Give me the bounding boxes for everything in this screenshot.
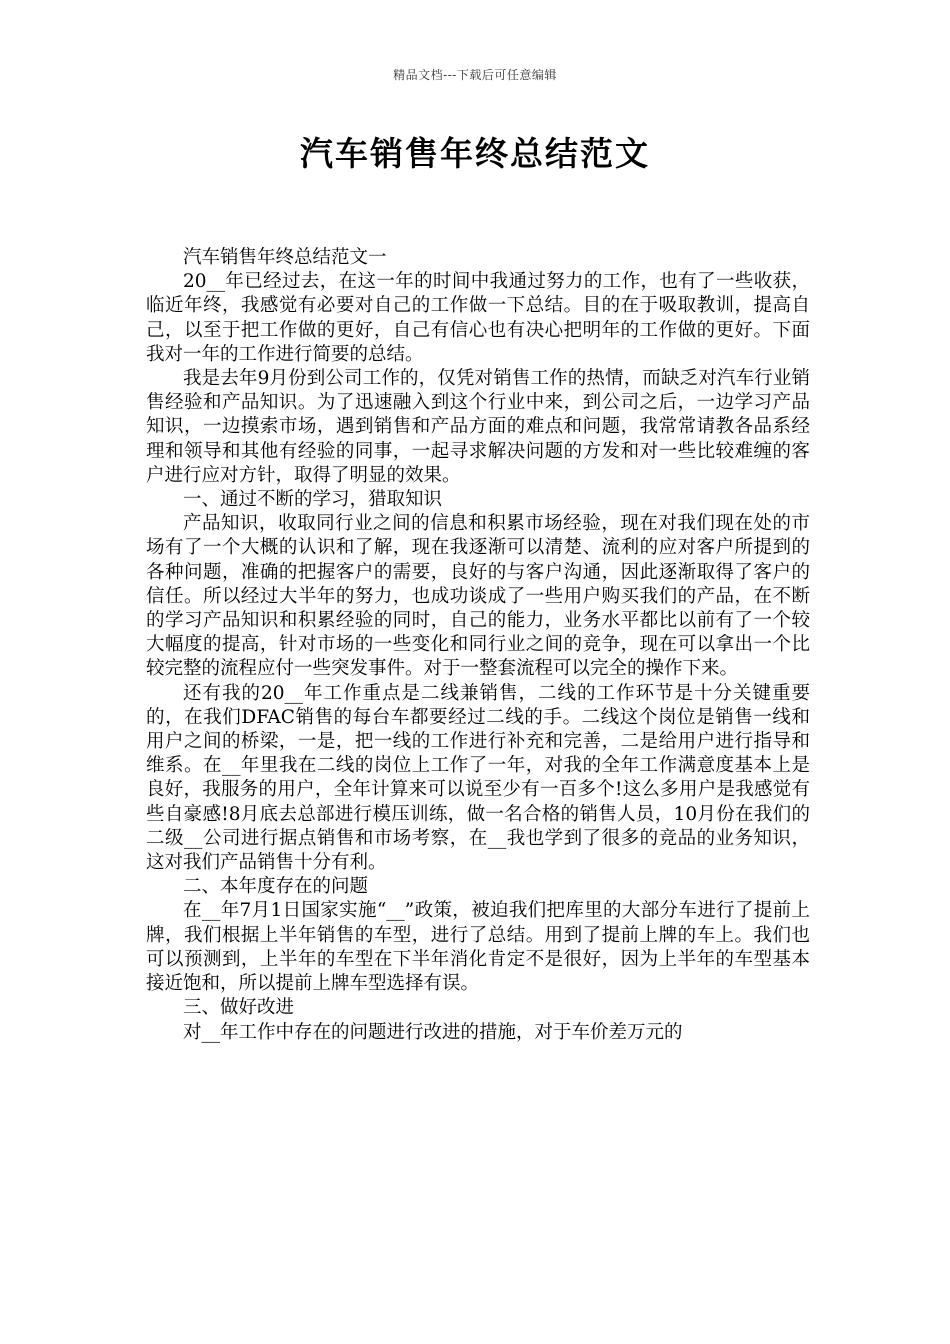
section-heading: 一、通过不断的学习，猎取知识 [183, 489, 443, 511]
body-paragraph: 产品知识，收取同行业之间的信息和积累市场经验，现在对我们现在处的市场有了一个大概的认识和了解，现在我逐渐可以清楚、流利的应对客户所提到的各种问题，准确的把握客户的需要，良好的与客户沟通，因此逐渐取得了客户的信任。所以经过大半年的努力，也成功谈成了一些用户购买我们的产品，在不断的学习产品知识和积累经验的同时，自己的能力，业务水平都比以前有了一个较大幅度的提高，针对市场的一些变化和同行业之间的竞争，现在可以拿出一个比较完整的流程应付一些突发事件。对于一整套流程可以完全的操作下来。 [146, 513, 810, 680]
subtitle-paragraph: 汽车销售年终总结范文一 [183, 247, 387, 268]
body-paragraph: 20__年已经过去，在这一年的时间中我通过努力的工作，也有了一些收获，临近年终，我感觉有必要对自己的工作做一下总结。目的在于吸取教训，提高自己，以至于把工作做的更好，自己有信心也有决心把明年的工作做的更好。下面我对一年的工作进行简要的总结。 [146, 271, 810, 365]
body-paragraph: 对__年工作中存在的问题进行改进的措施，对于车价差万元的 [183, 1021, 683, 1043]
body-paragraph: 还有我的20__年工作重点是二线兼销售，二线的工作环节是十分关键重要的，在我们DFAC销售的每台车都要经过二线的手。二线这个岗位是销售一线和用户之间的桥梁，一是，把一线的工作进行补充和完善，二是给用户进行指导和维系。在__年里我在二线的岗位上工作了一年，对我的全年工作满意度基本上是良好，我服务的用户，全年计算来可以说至少有一百多个!这么多用户是我感觉有些自豪感!8月底去总部进行模压训练，做一名合格的销售人员，10月份在我们的二级__公司进行据点销售和市场考察，在__我也学到了很多的竞品的业务知识，这对我们产品销售十分有利。 [146, 682, 811, 874]
header-note: 精品文档---下载后可任意编辑 [393, 68, 557, 82]
body-paragraph: 我是去年9月份到公司工作的，仅凭对销售工作的热情，而缺乏对汽车行业销售经验和产品知识。为了迅速融入到这个行业中来，到公司之后，一边学习产品知识，一边摸索市场，遇到销售和产品方面的难点和问题，我常常请教各品系经理和领导和其他有经验的同事，一起寻求解决问题的方发和对一些比较难缠的客户进行应对方针，取得了明显的效果。 [146, 368, 810, 486]
section-heading: 三、做好改进 [183, 997, 295, 1019]
document-body [146, 246, 810, 1045]
body-paragraph: 在__年7月1日国家实施“__”政策，被迫我们把库里的大部分车进行了提前上牌，我们根据上半年销售的车型，进行了总结。用到了提前上牌的车上。我们也可以预测到，上半年的车型在下半年消化肯定不是很好，因为上半年的车型基本接近饱和，所以提前上牌车型选择有误。 [146, 900, 810, 995]
section-heading: 二、本年度存在的问题 [183, 876, 369, 898]
page-title: 汽车销售年终总结范文 [300, 134, 650, 173]
